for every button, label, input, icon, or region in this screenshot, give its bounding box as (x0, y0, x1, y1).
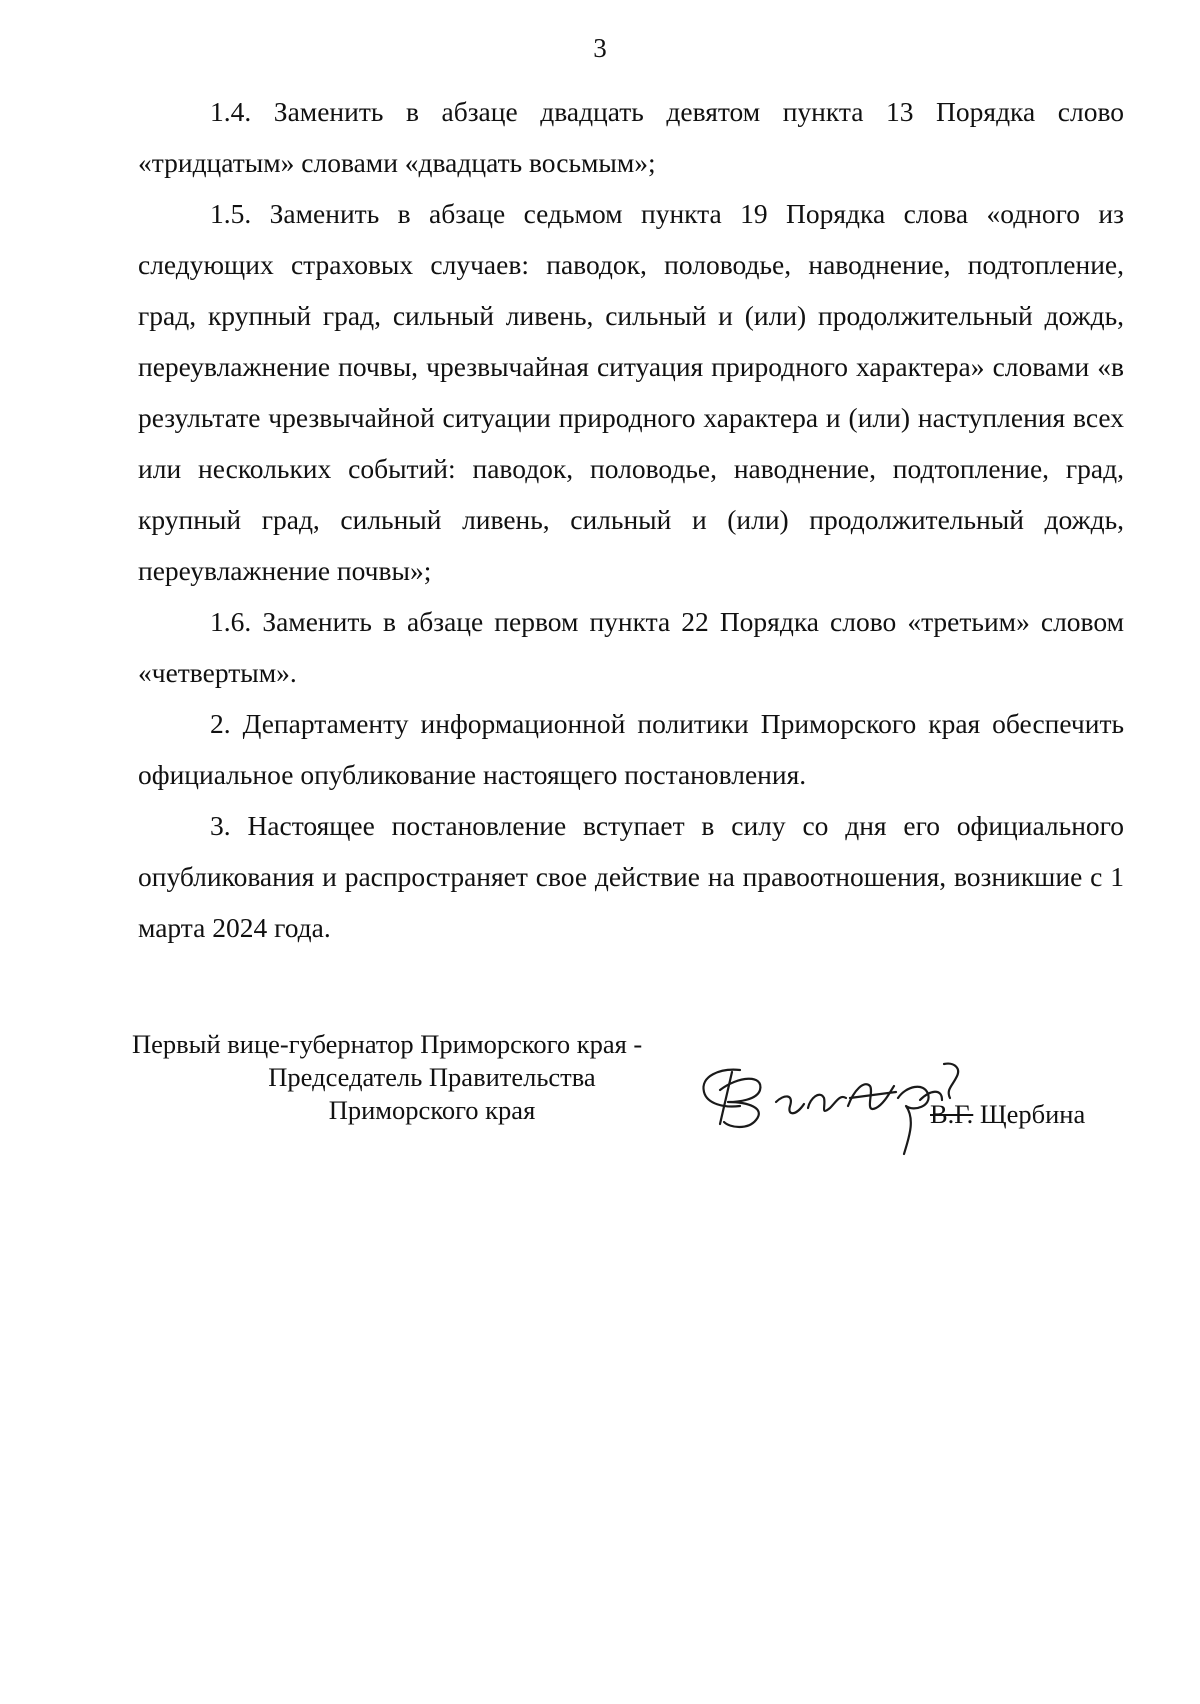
paragraph-1-4: 1.4. Заменить в абзаце двадцать девятом пункта 13 Порядка слово «тридцатым» словами «двадцать восьмым»; (138, 96, 1124, 178)
signer-position (132, 1028, 732, 1127)
signer-name (930, 1098, 1085, 1131)
position-line-2: Председатель Правительства (268, 1062, 596, 1092)
paragraph-1-5: 1.5. Заменить в абзаце седьмом пункта 19 Порядка слова «одного из следующих страховых случаев: паводок, половодье, наводнение, подтопление, град, крупный град, сильный ливень, сильный и (или) продолжительный дождь, переувлажнение почвы, чрезвычайная ситуация природного характера» словами «в результате чрезвычайной ситуации природного характера и (или) наступления всех или нескольких событий: паводок, половодье, наводнение, подтопление, град, крупный град, сильный ливень, сильный и (или) продолжительный дождь, переувлажнение почвы»; (138, 198, 1124, 586)
position-line-1: Первый вице-губернатор Приморского края - (132, 1029, 643, 1059)
paragraph-2: 2. Департаменту информационной политики Приморского края обеспечить официальное опубликование настоящего постановления. (138, 708, 1124, 790)
signer-initials: В.Г. (930, 1099, 974, 1129)
signer-surname: Щербина (979, 1099, 1086, 1129)
paragraph-1-6: 1.6. Заменить в абзаце первом пункта 22 Порядка слово «третьим» словом «четвертым». (138, 606, 1124, 688)
position-line-3: Приморского края (328, 1095, 536, 1125)
document-body (138, 86, 1124, 953)
signature-block (132, 1028, 1132, 1168)
paragraph-3: 3. Настоящее постановление вступает в силу со дня его официального опубликования и распространяет свое действие на правоотношения, возникшие с 1 марта 2024 года. (138, 810, 1124, 943)
page-number: 3 (593, 33, 607, 63)
